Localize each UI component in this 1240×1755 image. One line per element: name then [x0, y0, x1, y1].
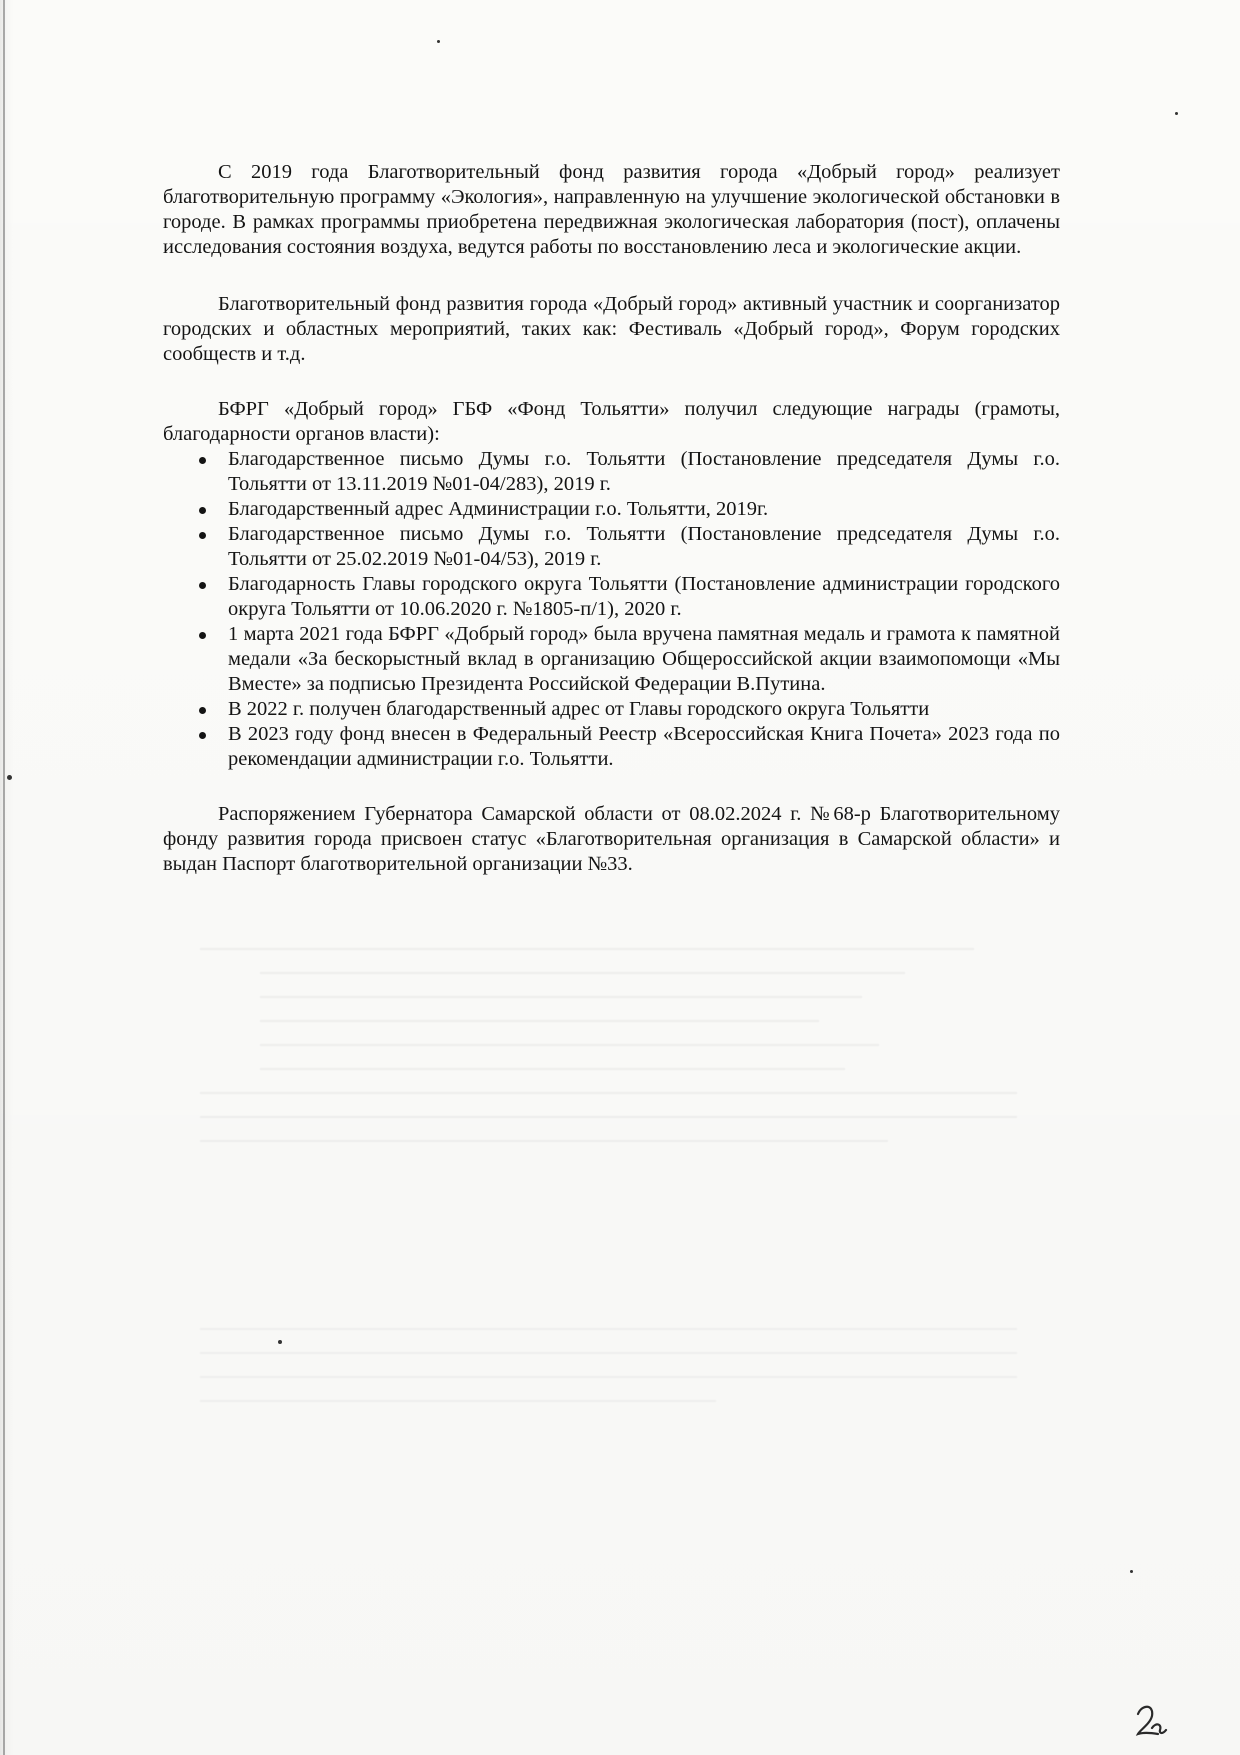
award-text: Благодарственный адрес Администрации г.о. Тольятти, 2019г.	[228, 498, 769, 520]
scan-speck	[1130, 1570, 1133, 1573]
bullet-icon	[199, 457, 206, 464]
awards-list	[163, 447, 1060, 772]
bullet-icon	[199, 707, 206, 714]
award-item	[163, 697, 1060, 722]
awards-intro: БФРГ «Добрый город» ГБФ «Фонд Тольятти» получил следующие награды (грамоты, благодарности органов власти):	[163, 398, 1060, 445]
scan-speck	[437, 40, 440, 43]
handwritten-page-number	[1130, 1700, 1170, 1740]
award-text: В 2023 году фонд внесен в Федеральный Реестр «Всероссийская Книга Почета» 2023 года по рекомендации администрации г.о. Тольятти.	[228, 723, 1060, 770]
bullet-icon	[199, 582, 206, 589]
bullet-icon	[199, 507, 206, 514]
paragraph-governor-order: Распоряжением Губернатора Самарской области от 08.02.2024 г. №68-р Благотворительному фонду развития города присвоен статус «Благотворительная организация в Самарской области» и выдан Паспорт благотворительной организации №33.	[163, 803, 1060, 875]
paragraph-gap	[163, 772, 1060, 802]
bullet-icon	[199, 532, 206, 539]
award-text: Благодарность Главы городского округа Тольятти (Постановление администрации городского округа Тольятти от 10.06.2020 г. №1805-п/1), 2020 г.	[228, 573, 1060, 620]
scan-speck	[1175, 112, 1178, 115]
document-body	[163, 160, 1060, 877]
paragraph-ecology-program: С 2019 года Благотворительный фонд развития города «Добрый город» реализует благотворительную программу «Экология», направленную на улучшение экологической обстановки в городе. В рамках программы приобретена передвижная экологическая лаборатория (пост), оплачены исследования состояния воздуха, ведутся работы по восстановлению леса и экологические акции.	[163, 161, 1060, 258]
award-item	[163, 522, 1060, 572]
award-item	[163, 722, 1060, 772]
award-item	[163, 447, 1060, 497]
scan-edge-shadow	[3, 0, 5, 1755]
award-text: Благодарственное письмо Думы г.о. Тольятти (Постановление председателя Думы г.о. Тольятти от 25.02.2019 №01-04/53), 2019 г.	[228, 523, 1060, 570]
paragraph-gap	[163, 367, 1060, 397]
award-text: В 2022 г. получен благодарственный адрес от Главы городского округа Тольятти	[228, 698, 930, 720]
scan-speck	[7, 775, 12, 780]
award-item	[163, 572, 1060, 622]
bleed-through-area	[200, 940, 1060, 1320]
award-text: Благодарственное письмо Думы г.о. Тольятти (Постановление председателя Думы г.о. Тольятти от 13.11.2019 №01-04/283), 2019 г.	[228, 448, 1060, 495]
award-item	[163, 622, 1060, 697]
award-text: 1 марта 2021 года БФРГ «Добрый город» была вручена памятная медаль и грамота к памятной медали «За бескорыстный вклад в организацию Общероссийской акции взаимопомощи «Мы Вместе» за подписью Президента Российской Федерации В.Путина.	[228, 623, 1060, 695]
award-item	[163, 497, 1060, 522]
paragraph-gap	[163, 260, 1060, 292]
bullet-icon	[199, 632, 206, 639]
bullet-icon	[199, 732, 206, 739]
paragraph-event-participant: Благотворительный фонд развития города «Добрый город» активный участник и соорганизатор городских и областных мероприятий, таких как: Фестиваль «Добрый город», Форум городских сообществ и т.д.	[163, 293, 1060, 365]
bleed-through-area	[200, 1320, 1060, 1440]
